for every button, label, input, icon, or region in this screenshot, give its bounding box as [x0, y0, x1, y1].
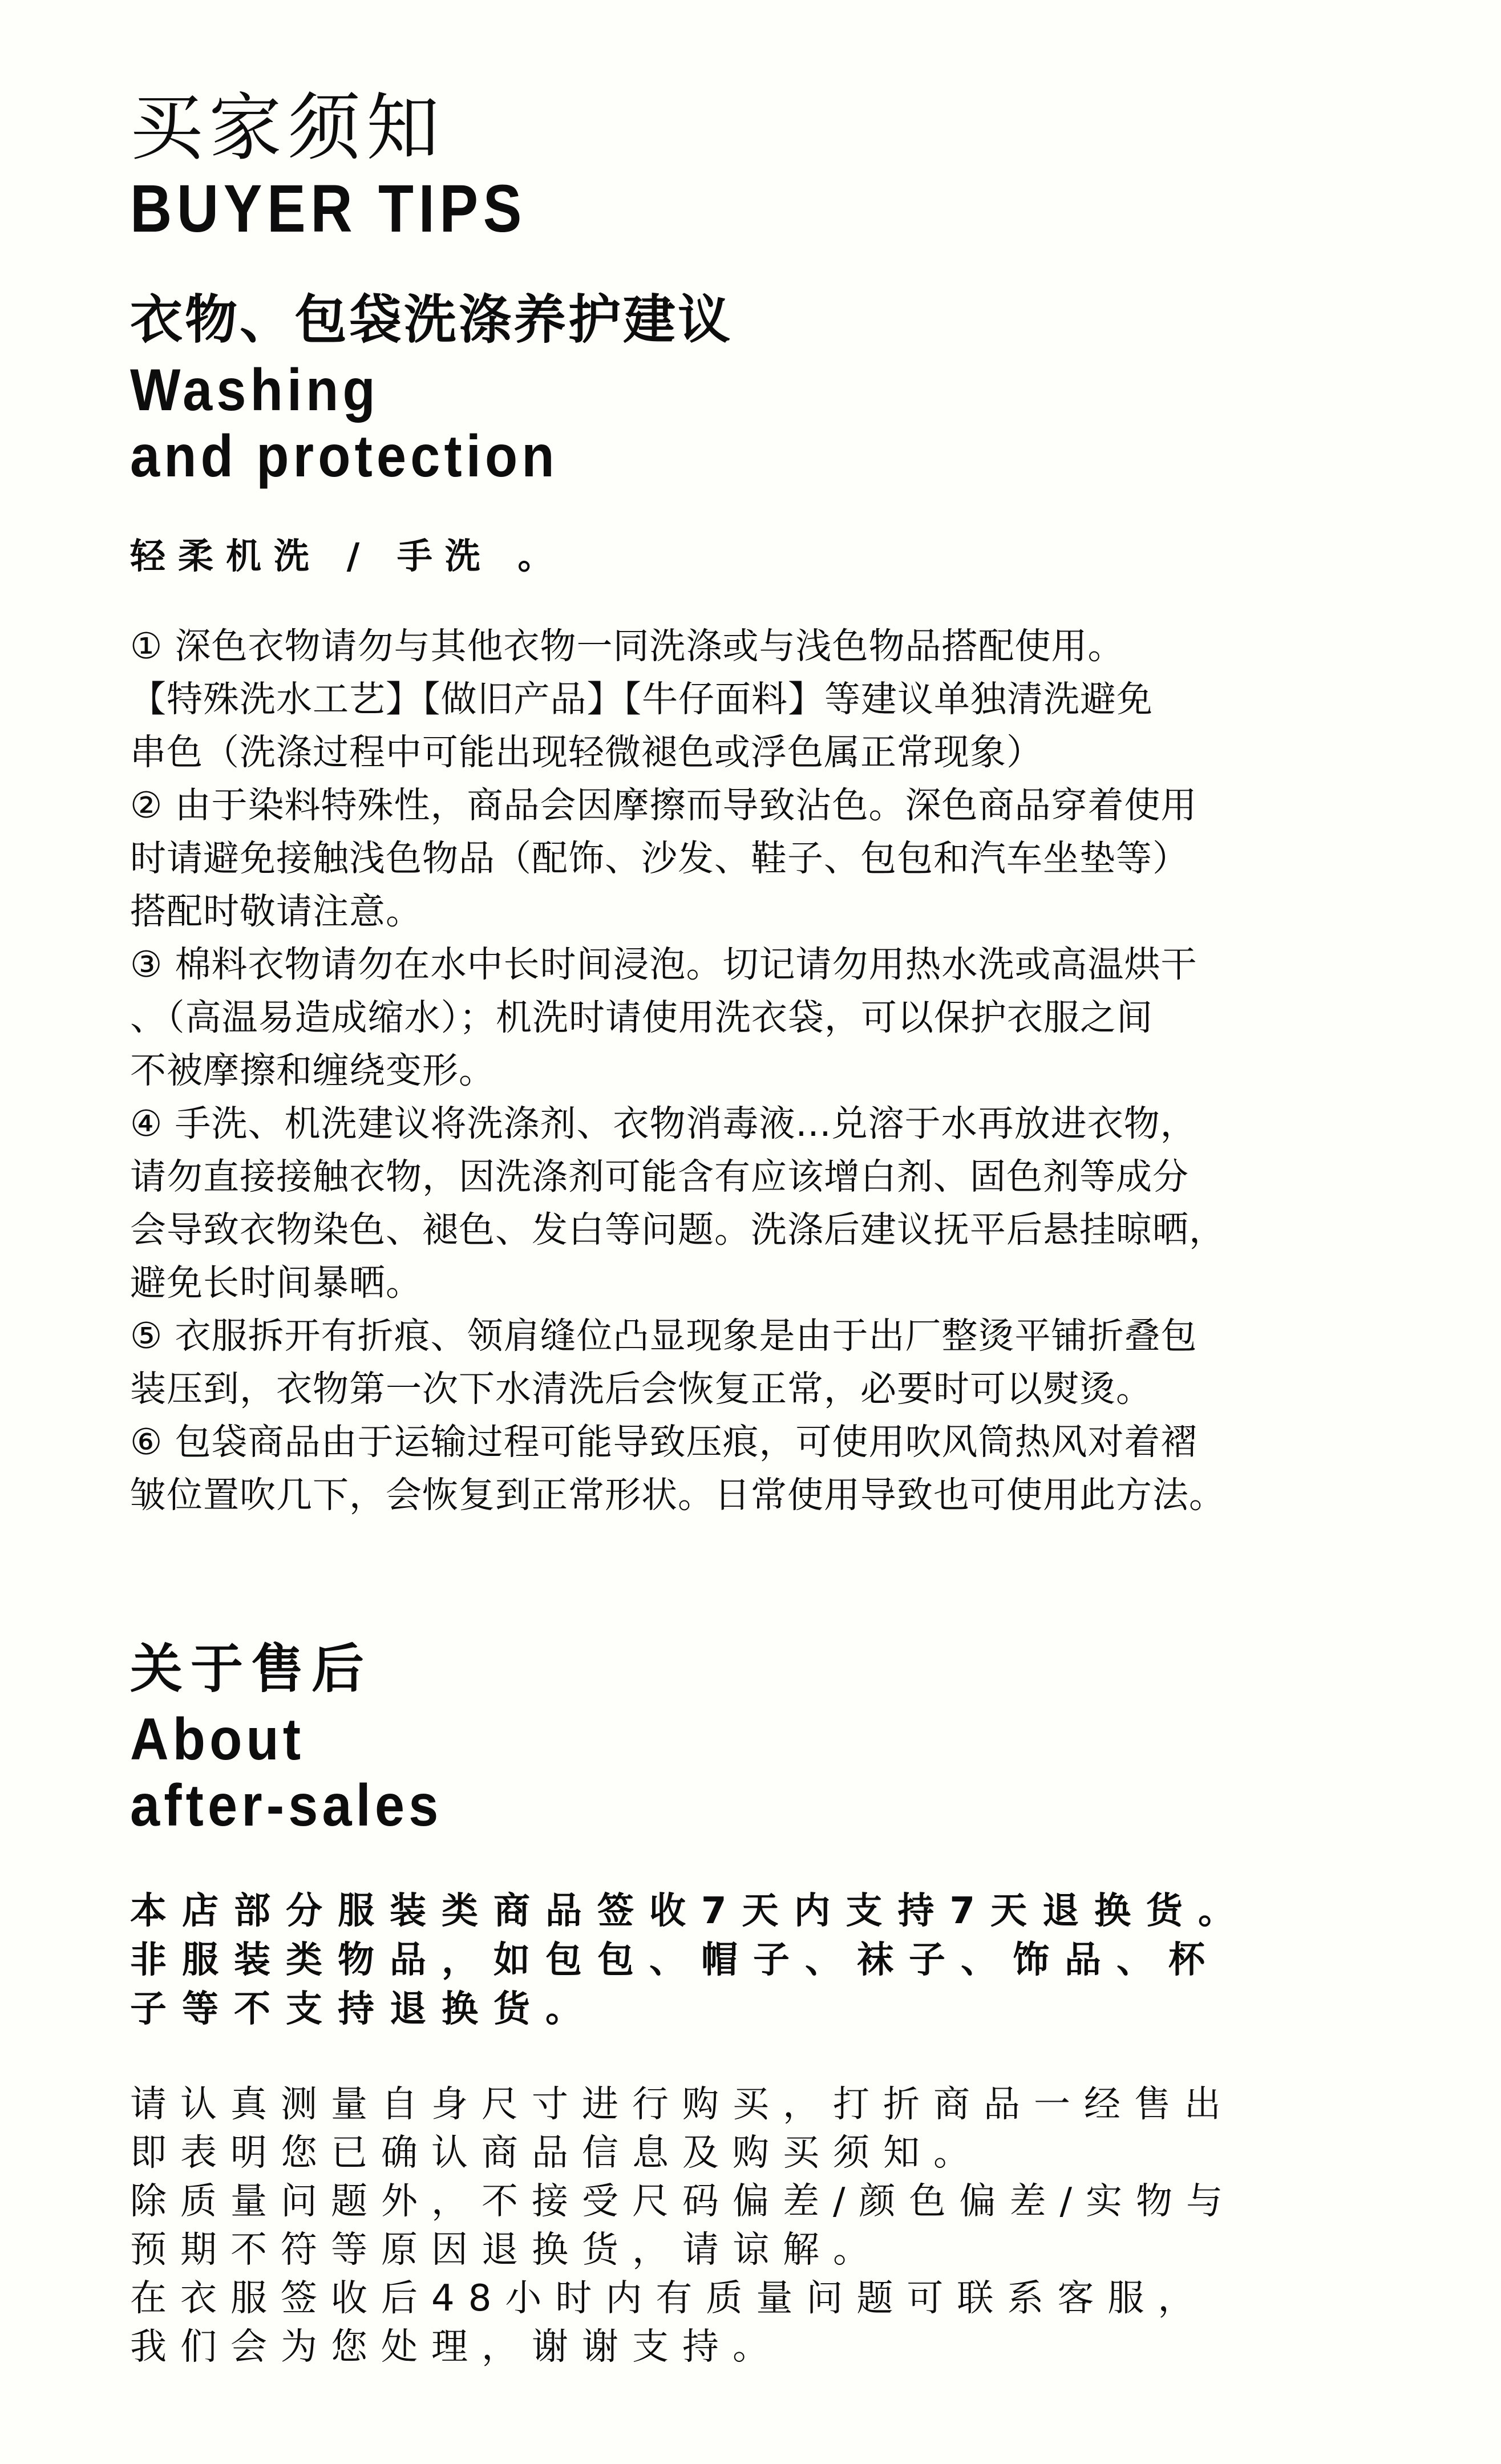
washing-line: ⑥ 包袋商品由于运输过程可能导致压痕，可使用吹风筒热风对着褶	[130, 1421, 1197, 1463]
notice-line: 我们会为您处理，谢谢支持。	[130, 2326, 783, 2368]
aftersales-notice	[130, 2081, 1385, 2372]
washing-line: ③ 棉料衣物请勿在水中长时间浸泡。切记请勿用热水洗或高温烘干	[130, 944, 1197, 985]
notice-line: 在衣服签收后48小时内有质量问题可联系客服，	[130, 2277, 1208, 2320]
washing-line: 装压到，衣物第一次下水清洗后会恢复正常，必要时可以熨烫。	[130, 1368, 1152, 1410]
aftersales-heading-en-line-2: after-sales	[130, 1773, 443, 1839]
buyer-tips-page	[130, 86, 1385, 2372]
washing-heading-en-line-2: and protection	[130, 423, 559, 489]
washing-line: 不被摩擦和缠绕变形。	[130, 1050, 495, 1091]
washing-line: 【特殊洗水工艺】【做旧产品】【牛仔面料】等建议单独清洗避免	[130, 678, 1153, 720]
washing-line: 搭配时敬请注意。	[130, 891, 422, 932]
washing-line: 避免长时间暴晒。	[130, 1262, 422, 1304]
washing-subheading: 轻柔机洗 / 手洗 。	[130, 535, 566, 577]
notice-line: 除质量问题外，不接受尺码偏差/颜色偏差/实物与	[130, 2180, 1237, 2223]
aftersales-policy	[130, 1887, 1385, 2034]
washing-heading-en-line-1: Washing	[130, 357, 379, 423]
page-header	[130, 86, 1385, 246]
aftersales-section	[130, 1636, 1385, 2372]
washing-line: 串色（洗涤过程中可能出现轻微褪色或浮色属正常现象）	[130, 731, 1043, 773]
page-title-cn: 买家须知	[130, 86, 446, 171]
policy-line: 子等不支持退换货。	[130, 1988, 597, 2030]
washing-line: ② 由于染料特殊性，商品会因摩擦而导致沾色。深色商品穿着使用	[130, 784, 1197, 826]
washing-section	[130, 286, 1385, 1522]
washing-line: 请勿直接接触衣物，因洗涤剂可能含有应该增白剂、固色剂等成分	[130, 1156, 1189, 1197]
washing-line: 会导致衣物染色、褪色、发白等问题。洗涤后建议抚平后悬挂晾晒，	[130, 1209, 1225, 1251]
policy-line: 非服装类物品，如包包、帽子、袜子、饰品、杯	[130, 1939, 1220, 1981]
washing-instructions	[130, 620, 1385, 1522]
policy-line: 本店部分服装类商品签收7天内支持7天退换货。	[130, 1890, 1251, 1932]
page-title-en: BUYER TIPS	[130, 171, 527, 246]
notice-line: 即表明您已确认商品信息及购买须知。	[130, 2132, 984, 2174]
washing-heading-cn: 衣物、包袋洗涤养护建议	[130, 289, 733, 350]
notice-line: 预期不符等原因退换货，请谅解。	[130, 2229, 883, 2271]
washing-line: ① 深色衣物请勿与其他衣物一同洗涤或与浅色物品搭配使用。	[130, 625, 1124, 667]
washing-line: 、（高温易造成缩水）；机洗时请使用洗衣袋，可以保护衣服之间	[130, 997, 1153, 1038]
washing-line: ④ 手洗、机洗建议将洗涤剂、衣物消毒液...兑溶于水再放进衣物，	[130, 1103, 1197, 1144]
washing-line: 皱位置吹几下，会恢复到正常形状。日常使用导致也可使用此方法。	[130, 1474, 1225, 1516]
notice-line: 请认真测量自身尺寸进行购买，打折商品一经售出	[130, 2083, 1235, 2126]
aftersales-heading-cn: 关于售后	[130, 1638, 373, 1700]
aftersales-heading-en-line-1: About	[130, 1706, 305, 1773]
washing-line: 时请避免接触浅色物品（配饰、沙发、鞋子、包包和汽车坐垫等）	[130, 837, 1189, 879]
washing-line: ⑤ 衣服拆开有折痕、领肩缝位凸显现象是由于出厂整烫平铺折叠包	[130, 1315, 1197, 1357]
